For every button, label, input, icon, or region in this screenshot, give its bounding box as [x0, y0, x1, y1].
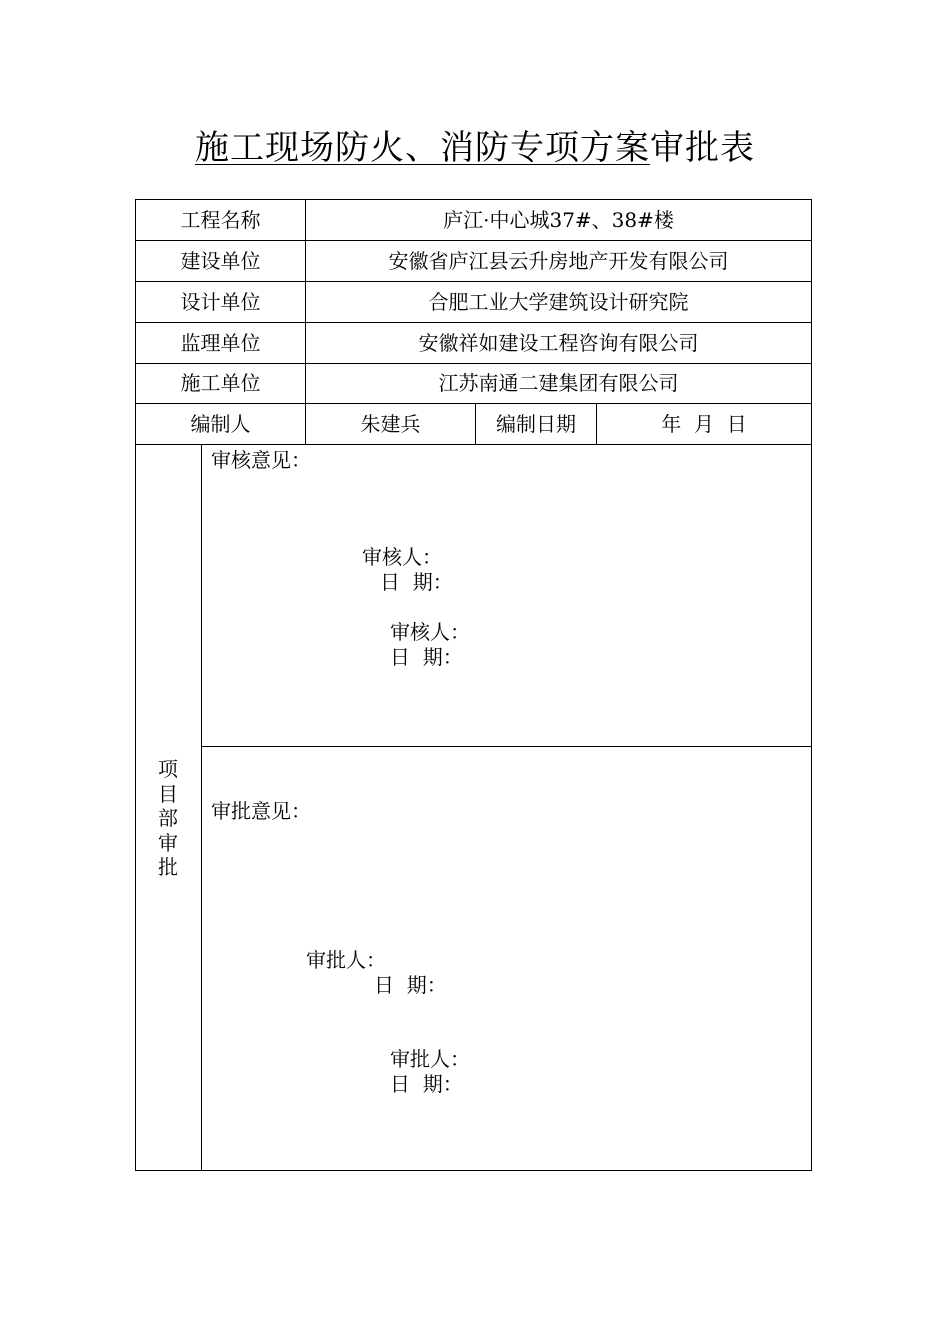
compiler-label: 编制人 — [190, 412, 251, 436]
compiler-value: 朱建兵 — [360, 412, 421, 436]
dept-char-3: 部 — [158, 806, 178, 830]
title-underlined: 施工现场防火、消防专项方案 — [195, 128, 650, 168]
row-label-supervision-unit: 监理单位 — [180, 331, 261, 355]
title-rest: 审批表 — [650, 128, 755, 168]
approval-date-label-2: 日 期： — [390, 1072, 463, 1096]
dept-approval-label — [156, 757, 180, 880]
row-value-supervision-unit: 安徽祥如建设工程咨询有限公司 — [418, 331, 699, 355]
row-value-project-name: 庐江·中心城37#、38#楼 — [443, 208, 674, 232]
compile-date-value: 年 月 日 — [661, 412, 747, 436]
dept-char-2: 目 — [158, 781, 178, 806]
dept-char-5: 批 — [158, 855, 178, 879]
review-date-label-2: 日 期： — [390, 645, 463, 669]
approval-date-label-1: 日 期： — [374, 973, 447, 997]
row-value-construction-unit: 安徽省庐江县云升房地产开发有限公司 — [388, 249, 729, 273]
dept-char-1: 项 — [158, 757, 178, 781]
approver-label-2: 审批人： — [390, 1047, 470, 1071]
compile-date-label: 编制日期 — [496, 412, 576, 436]
row-label-project-name: 工程名称 — [180, 208, 261, 232]
reviewer-label-1: 审核人： — [362, 545, 442, 569]
row-label-contractor: 施工单位 — [180, 371, 261, 395]
row-label-design-unit: 设计单位 — [180, 290, 261, 314]
row-value-design-unit: 合肥工业大学建筑设计研究院 — [428, 290, 689, 314]
review-date-label-1: 日 期： — [380, 570, 453, 594]
row-label-construction-unit: 建设单位 — [180, 249, 261, 273]
approval-opinion-label: 审批意见： — [211, 799, 311, 823]
review-opinion-label: 审核意见： — [211, 448, 311, 472]
reviewer-label-2: 审核人： — [390, 620, 470, 644]
row-value-contractor: 江苏南通二建集团有限公司 — [438, 371, 679, 395]
dept-char-4: 审 — [158, 830, 178, 855]
approver-label-1: 审批人： — [306, 948, 386, 972]
